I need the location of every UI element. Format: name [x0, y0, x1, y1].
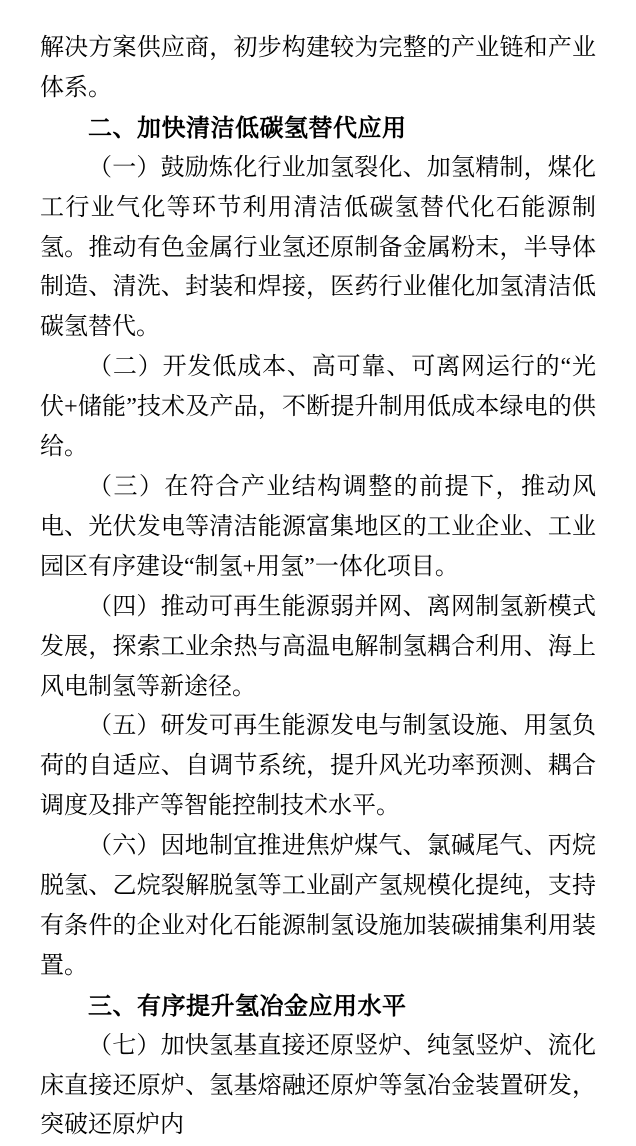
body-paragraph: 解决方案供应商，初步构建较为完整的产业链和产业体系。: [40, 35, 596, 101]
body-paragraph: （七）加快氢基直接还原竖炉、纯氢竖炉、流化床直接还原炉、氢基熔融还原炉等氢冶金装置研发，突破还原炉内: [40, 1032, 596, 1139]
body-paragraph: （二）开发低成本、高可靠、可离网运行的“光伏+储能”技术及产品，不断提升制用低成本绿电的供给。: [40, 354, 596, 461]
body-paragraph: （四）推动可再生能源弱并网、离网制氢新模式发展，探索工业余热与高温电解制氢耦合利用、海上风电制氢等新途径。: [40, 593, 596, 700]
section-heading: 三、有序提升氢冶金应用水平: [88, 992, 407, 1020]
section-heading: 二、加快清洁低碳氢替代应用: [88, 114, 407, 142]
body-paragraph: （六）因地制宜推进焦炉煤气、氯碱尾气、丙烷脱氢、乙烷裂解脱氢等工业副产氢规模化提纯，支持有条件的企业对化石能源制氢设施加装碳捕集利用装置。: [40, 833, 596, 979]
body-paragraph: （五）研发可再生能源发电与制氢设施、用氢负荷的自适应、自调节系统，提升风光功率预测、耦合调度及排产等智能控制技术水平。: [40, 713, 596, 820]
document-body: [40, 29, 596, 1146]
body-paragraph: （三）在符合产业结构调整的前提下，推动风电、光伏发电等清洁能源富集地区的工业企业、工业园区有序建设“制氢+用氢”一体化项目。: [40, 473, 596, 580]
body-paragraph: （一）鼓励炼化行业加氢裂化、加氢精制，煤化工行业气化等环节利用清洁低碳氢替代化石能源制氢。推动有色金属行业氢还原制备金属粉末，半导体制造、清洗、封装和焊接，医药行业催化加氢清洁低碳氢替代。: [40, 154, 596, 341]
